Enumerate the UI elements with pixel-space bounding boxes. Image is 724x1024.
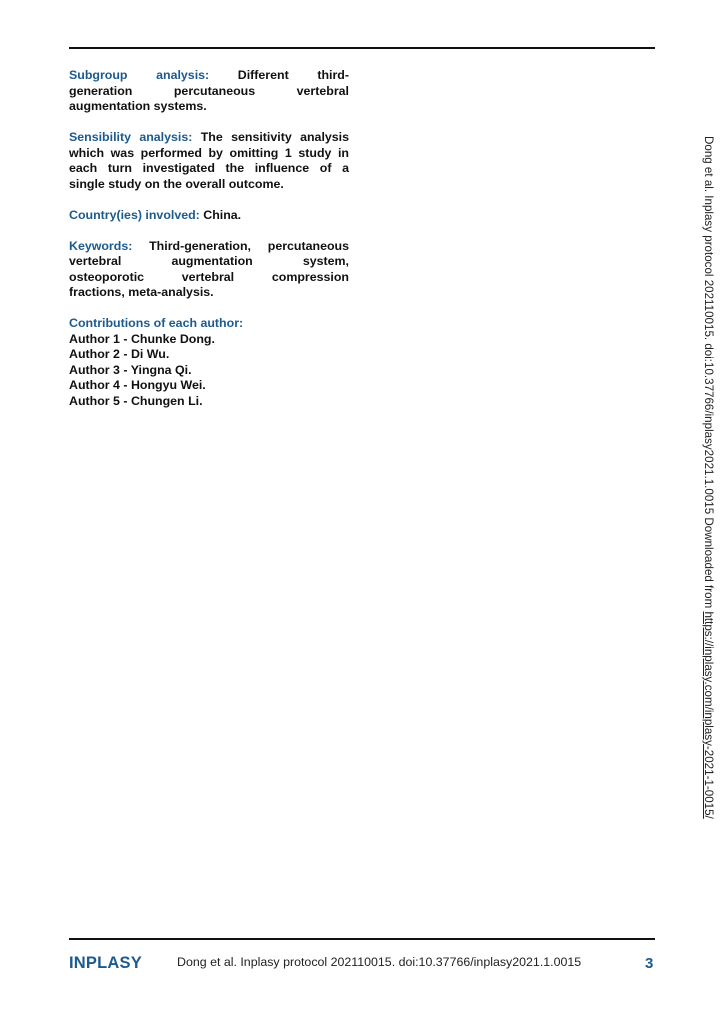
- subgroup-analysis-paragraph: [69, 68, 349, 115]
- subgroup-label: Subgroup analysis:: [69, 68, 210, 82]
- main-column: [69, 68, 349, 425]
- keywords-line-4: fractions, meta-analysis.: [69, 285, 214, 299]
- sensibility-line-1: Sensibility analysis: The sensitivity analysis: [69, 130, 349, 144]
- keywords-line-1: Keywords: Third-generation, percutaneous: [69, 238, 349, 253]
- sensibility-line-2: which was performed by omitting 1 study in: [69, 145, 349, 160]
- contributions-label: Contributions of each author:: [69, 316, 244, 330]
- inplasy-logo: INPLASY: [69, 954, 142, 972]
- subgroup-line-1: Subgroup analysis: Different third-: [69, 68, 349, 82]
- country-value: China.: [199, 207, 242, 222]
- author-4: Author 4 - Hongyu Wei.: [69, 378, 206, 392]
- footer-rule: [69, 938, 655, 940]
- sensibility-line-3: each turn investigated the influence of a: [69, 161, 349, 175]
- country-paragraph: [69, 208, 349, 224]
- sidebar-citation: Dong et al. Inplasy protocol 202110015. doi:10.37766/inplasy2021.1.0015 Downloaded from https://inplasy.com/inplasy-2021-1-0015/: [702, 136, 715, 819]
- header-rule: [69, 47, 655, 49]
- country-label: Country(ies) involved:: [69, 207, 200, 222]
- subgroup-line-2: generation percutaneous vertebral: [69, 83, 349, 98]
- keywords-line-2: vertebral augmentation system,: [69, 254, 349, 268]
- sensibility-label: Sensibility analysis:: [69, 130, 193, 144]
- sensibility-analysis-paragraph: [69, 130, 349, 192]
- download-sidebar: [699, 136, 715, 896]
- page-number: 3: [645, 955, 654, 972]
- subgroup-line-3: augmentation systems.: [69, 99, 207, 113]
- keywords-line-3: osteoporotic vertebral compression: [69, 269, 349, 284]
- contributions-section: [69, 316, 349, 409]
- author-2: Author 2 - Di Wu.: [69, 347, 170, 361]
- sensibility-line-4: single study on the overall outcome.: [69, 176, 284, 191]
- country-line: [69, 208, 349, 224]
- author-5: Author 5 - Chungen Li.: [69, 393, 203, 408]
- footer-citation: Dong et al. Inplasy protocol 202110015. doi:10.37766/inplasy2021.1.0015: [177, 955, 582, 969]
- author-3: Author 3 - Yingna Qi.: [69, 362, 192, 377]
- keywords-label: Keywords:: [69, 238, 133, 253]
- keywords-paragraph: [69, 239, 349, 301]
- author-1: Author 1 - Chunke Dong.: [69, 331, 215, 346]
- sidebar-download-link[interactable]: https://inplasy.com/inplasy-2021-1-0015/: [702, 611, 715, 819]
